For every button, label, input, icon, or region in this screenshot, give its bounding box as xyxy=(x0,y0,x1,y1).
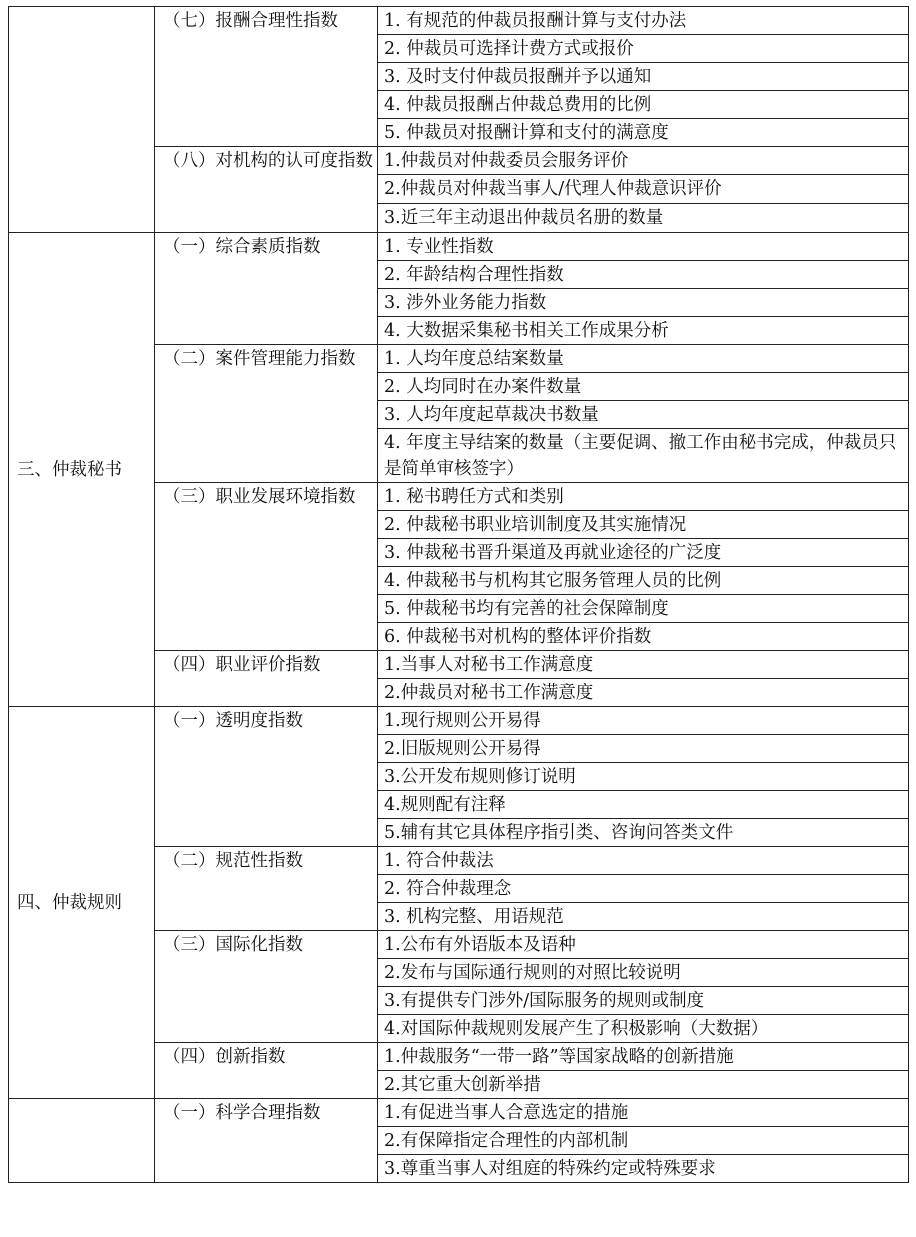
indicator-group-cell: （二）规范性指数 xyxy=(155,847,378,931)
indicator-item-cell: 2.其它重大创新举措 xyxy=(378,1071,909,1099)
indicator-item-cell: 2.发布与国际通行规则的对照比较说明 xyxy=(378,959,909,987)
indicator-item-cell: 1.公布有外语版本及语种 xyxy=(378,931,909,959)
section-title-cell: 四、仲裁规则 xyxy=(9,707,155,1099)
indicator-item-cell: 3.尊重当事人对组庭的特殊约定或特殊要求 xyxy=(378,1155,909,1183)
indicator-item-cell: 4. 仲裁秘书与机构其它服务管理人员的比例 xyxy=(378,567,909,595)
indicator-item-cell: 4.规则配有注释 xyxy=(378,791,909,819)
indicator-item-cell: 3.有提供专门涉外/国际服务的规则或制度 xyxy=(378,987,909,1015)
indicator-item-cell: 1. 符合仲裁法 xyxy=(378,847,909,875)
indicator-table xyxy=(8,6,909,1183)
indicator-item-cell: 1.当事人对秘书工作满意度 xyxy=(378,651,909,679)
indicator-group-cell: （四）职业评价指数 xyxy=(155,651,378,707)
indicator-group-cell: （四）创新指数 xyxy=(155,1043,378,1099)
indicator-item-cell: 4. 大数据采集秘书相关工作成果分析 xyxy=(378,317,909,345)
indicator-group-cell: （三）职业发展环境指数 xyxy=(155,483,378,651)
indicator-item-cell: 2.仲裁员对秘书工作满意度 xyxy=(378,679,909,707)
section-title-cell xyxy=(9,7,155,233)
indicator-item-cell: 3. 仲裁秘书晋升渠道及再就业途径的广泛度 xyxy=(378,539,909,567)
table-row xyxy=(9,1099,909,1127)
indicator-item-cell: 2.有保障指定合理性的内部机制 xyxy=(378,1127,909,1155)
indicator-item-cell: 1. 人均年度总结案数量 xyxy=(378,345,909,373)
indicator-item-cell: 2.旧版规则公开易得 xyxy=(378,735,909,763)
indicator-group-cell: （一）透明度指数 xyxy=(155,707,378,847)
indicator-item-cell: 4. 年度主导结案的数量（主要促调、撤工作由秘书完成，仲裁员只是简单审核签字） xyxy=(378,429,909,483)
indicator-item-cell: 1. 有规范的仲裁员报酬计算与支付办法 xyxy=(378,7,909,35)
indicator-group-cell: （二）案件管理能力指数 xyxy=(155,345,378,483)
indicator-item-cell: 5. 仲裁员对报酬计算和支付的满意度 xyxy=(378,119,909,147)
indicator-item-cell: 3. 人均年度起草裁决书数量 xyxy=(378,401,909,429)
indicator-group-cell: （一）科学合理指数 xyxy=(155,1099,378,1183)
indicator-item-cell: 1.现行规则公开易得 xyxy=(378,707,909,735)
indicator-item-cell: 2. 符合仲裁理念 xyxy=(378,875,909,903)
indicator-item-cell: 3. 及时支付仲裁员报酬并予以通知 xyxy=(378,63,909,91)
indicator-group-cell: （三）国际化指数 xyxy=(155,931,378,1043)
indicator-item-cell: 2. 年龄结构合理性指数 xyxy=(378,261,909,289)
indicator-item-cell: 2. 人均同时在办案件数量 xyxy=(378,373,909,401)
indicator-item-cell: 1. 专业性指数 xyxy=(378,233,909,261)
indicator-item-cell: 1.仲裁服务“一带一路”等国家战略的创新措施 xyxy=(378,1043,909,1071)
indicator-item-cell: 2. 仲裁员可选择计费方式或报价 xyxy=(378,35,909,63)
indicator-item-cell: 4.对国际仲裁规则发展产生了积极影响（大数据） xyxy=(378,1015,909,1043)
section-title-cell xyxy=(9,1099,155,1183)
indicator-item-cell: 3. 涉外业务能力指数 xyxy=(378,289,909,317)
section-title-cell: 三、仲裁秘书 xyxy=(9,233,155,707)
indicator-item-cell: 3.公开发布规则修订说明 xyxy=(378,763,909,791)
indicator-item-cell: 2. 仲裁秘书职业培训制度及其实施情况 xyxy=(378,511,909,539)
indicator-group-cell: （一）综合素质指数 xyxy=(155,233,378,345)
indicator-item-cell: 1. 秘书聘任方式和类别 xyxy=(378,483,909,511)
indicator-table-body xyxy=(9,7,909,1183)
indicator-item-cell: 5.辅有其它具体程序指引类、咨询问答类文件 xyxy=(378,819,909,847)
indicator-item-cell: 1.仲裁员对仲裁委员会服务评价 xyxy=(378,147,909,175)
indicator-item-cell: 2.仲裁员对仲裁当事人/代理人仲裁意识评价 xyxy=(378,175,909,204)
indicator-item-cell: 1.有促进当事人合意选定的措施 xyxy=(378,1099,909,1127)
table-row xyxy=(9,7,909,35)
indicator-item-cell: 4. 仲裁员报酬占仲裁总费用的比例 xyxy=(378,91,909,119)
indicator-group-cell: （七）报酬合理性指数 xyxy=(155,7,378,147)
indicator-item-cell: 6. 仲裁秘书对机构的整体评价指数 xyxy=(378,623,909,651)
table-row xyxy=(9,233,909,261)
indicator-group-cell: （八）对机构的认可度指数 xyxy=(155,147,378,233)
indicator-item-cell: 3. 机构完整、用语规范 xyxy=(378,903,909,931)
indicator-item-cell: 3.近三年主动退出仲裁员名册的数量 xyxy=(378,204,909,233)
indicator-item-cell: 5. 仲裁秘书均有完善的社会保障制度 xyxy=(378,595,909,623)
table-row xyxy=(9,707,909,735)
